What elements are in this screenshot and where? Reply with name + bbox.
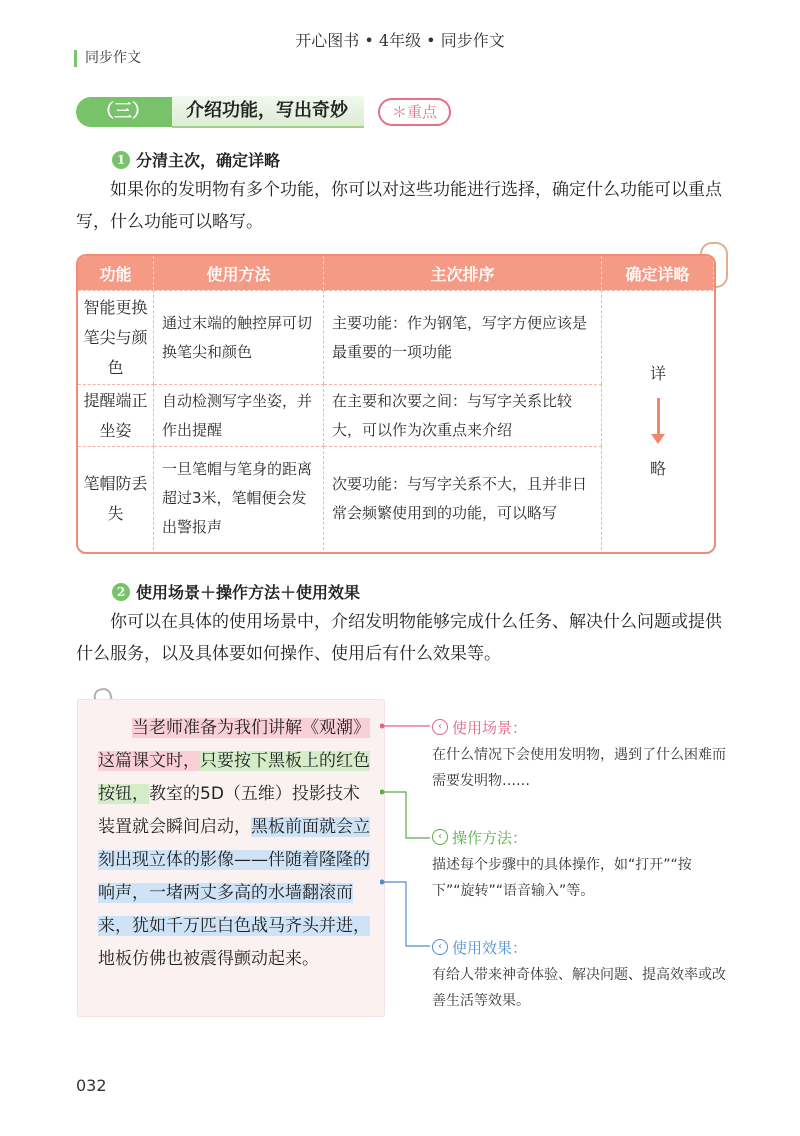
table-cell-method: 通过末端的触控屏可切换笔尖和颜色 [154,290,324,384]
example-text [98,712,376,976]
highlight-operation: 只要按下黑板上的红色按钮， [98,751,370,804]
back-arrow-icon: ‹ [432,829,448,845]
part1-paragraph: 如果你的发明物有多个功能，你可以对这些功能进行选择，确定什么功能可以重点写，什么功能可以略写。 [76,180,722,232]
part1-title: 分清主次，确定详略 [136,151,281,170]
part2-title: 使用场景＋操作方法＋使用效果 [136,583,361,602]
part2-paragraph: 你可以在具体的使用场景中，介绍发明物能够完成什么任务、解决什么问题或提供什么服务，以及具体要如何操作、使用后有什么效果等。 [76,612,722,664]
annotation-connectors [380,700,440,980]
key-point-badge: ＊重点 [378,98,451,126]
example-card [78,700,384,1016]
back-arrow-icon: ‹ [432,939,448,955]
note-operation-method [432,826,732,904]
highlight-effect: 黑板前面就会立刻出现立体的影像——伴随着隆隆的响声，一堵两丈多高的水墙翻滚而来，犹如千万匹白色战马齐头并进， [98,817,370,936]
table-cell-method: 自动检测写字坐姿，并作出提醒 [154,384,324,446]
highlight-scene: 当老师准备为我们讲解《观潮》这篇课文时， [98,718,370,771]
table-cell-function: 提醒端正坐姿 [78,384,154,446]
table-header-function: 功能 [78,256,154,290]
table-header-method: 使用方法 [154,256,324,290]
part1-heading [112,148,280,171]
part2-number-badge: 2 [112,583,130,601]
note-desc: 在什么情况下会使用发明物，遇到了什么困难而需要发明物…… [432,747,726,789]
detail-column [602,290,714,550]
down-arrow-icon [657,398,660,434]
note-desc: 有给人带来神奇体验、解决问题、提高效率或改善生活等效果。 [432,967,726,1009]
note-label: 操作方法： [452,828,528,847]
note-label: 使用效果： [452,938,528,957]
table-cell-function: 笔帽防丢失 [78,446,154,550]
table-header-detail: 确定详略 [602,256,714,290]
back-arrow-icon: ‹ [432,719,448,735]
example-plain-text: 地板仿佛也被震得颤动起来。 [98,949,319,969]
part1-number-badge: 1 [112,151,130,169]
note-usage-effect [432,936,732,1014]
series-label: 同步作文 [74,50,141,67]
table-cell-function: 智能更换笔尖与颜色 [78,290,154,384]
section-heading [76,96,451,128]
example-plain-text: 教室的5D（五维）投影技术装置就会瞬间启动， [98,784,360,837]
running-header: 开心图书 • 4年级 • 同步作文 [295,31,505,50]
page-number: 032 [76,1076,107,1095]
note-usage-scene [432,716,732,794]
section-number: （三） [76,97,172,127]
part2-heading [112,580,360,603]
note-label: 使用场景： [452,718,528,737]
function-table [76,254,716,554]
table-cell-order: 主要功能：作为钢笔，写字方便应该是最重要的一项功能 [324,290,602,384]
table-cell-order: 次要功能：与写字关系不大，且并非日常会频繁使用到的功能，可以略写 [324,446,602,550]
note-desc: 描述每个步骤中的具体操作，如“打开”“按下”“旋转”“语音输入”等。 [432,857,692,899]
table-cell-order: 在主要和次要之间：与写字关系比较大，可以作为次重点来介绍 [324,384,602,446]
detail-bottom-label: 略 [649,458,666,478]
table-cell-method: 一旦笔帽与笔身的距离超过3米，笔帽便会发出警报声 [154,446,324,550]
section-title: 介绍功能，写出奇妙 [172,96,364,128]
table-header-order: 主次排序 [324,256,602,290]
detail-top-label: 详 [649,363,666,383]
arrow-head-icon [651,434,665,444]
